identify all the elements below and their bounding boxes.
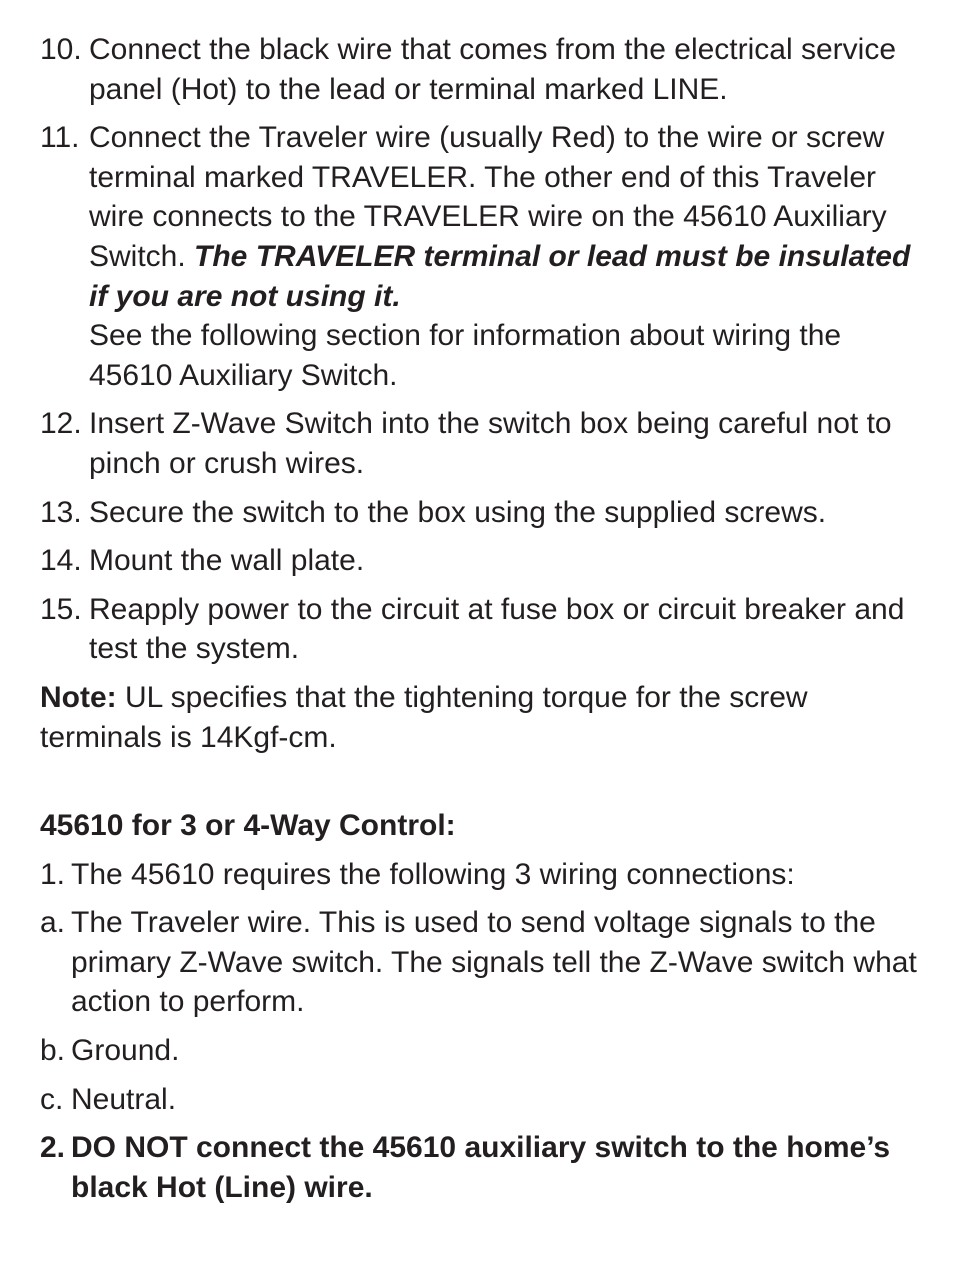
item-letter: b. [40,1034,66,1068]
step-text: Connect the Traveler wire (usually Red) to the wire or screw terminal marked TRAVELER. The other end of this Traveler wire connects to the TRAVELER wire on the 45610 Auxiliary Switch. [89,121,887,273]
step-text: Mount the wall plate. [89,544,365,578]
note-text: UL specifies that the tightening torque for the screw terminals is 14Kgf-cm. [40,680,808,754]
step-number: 13. [40,495,82,529]
item-text: The Traveler wire. This is used to send voltage signals to the primary Z-Wave switch. The signals tell the Z-Wave switch what action to perform. [71,906,917,1019]
step-number: 14. [40,544,82,578]
section-item-c [40,1080,930,1120]
item-letter: a. [40,906,66,940]
step-11 [40,118,930,395]
step-15 [40,590,930,669]
step-text: Secure the switch to the box using the supplied screws. [89,495,827,529]
section-heading: 45610 for 3 or 4-Way Control: [40,809,456,843]
section-spacer [40,766,930,806]
step-text: Insert Z-Wave Switch into the switch box being careful not to pinch or crush wires. [89,407,892,480]
step-warning-emphasis: The TRAVELER terminal or lead must be insulated if you are not using it. [89,239,911,313]
item-text: DO NOT connect the 45610 auxiliary switch to the home’s black Hot (Line) wire. [71,1131,891,1204]
note-label: Note: [40,680,117,714]
step-number: 11. [40,121,80,155]
step-13 [40,493,930,533]
item-text: The 45610 requires the following 3 wiring connections: [71,857,795,891]
item-number: 1. [40,857,66,891]
section-item-a [40,903,930,1022]
manual-page [40,30,930,1216]
section-item-2-warning [40,1128,930,1207]
step-number: 10. [40,33,82,66]
step-10 [40,30,930,109]
section-item-1 [40,855,930,895]
step-12 [40,404,930,483]
step-text-container [89,118,930,395]
item-text: Neutral. [71,1082,177,1116]
section-item-b [40,1031,930,1071]
item-text: Ground. [71,1034,180,1068]
step-text-after: See the following section for information about wiring the 45610 Auxiliary Switch. [89,319,842,392]
step-text: Reapply power to the circuit at fuse box or circuit breaker and test the system. [89,592,905,666]
step-14 [40,541,930,581]
step-text: Connect the black wire that comes from the electrical service panel (Hot) to the lead or terminal marked LINE. [89,33,896,106]
step-number: 12. [40,407,82,441]
item-letter: c. [40,1082,64,1116]
step-number: 15. [40,592,82,626]
note-paragraph [40,678,930,757]
item-number: 2. [40,1131,66,1165]
